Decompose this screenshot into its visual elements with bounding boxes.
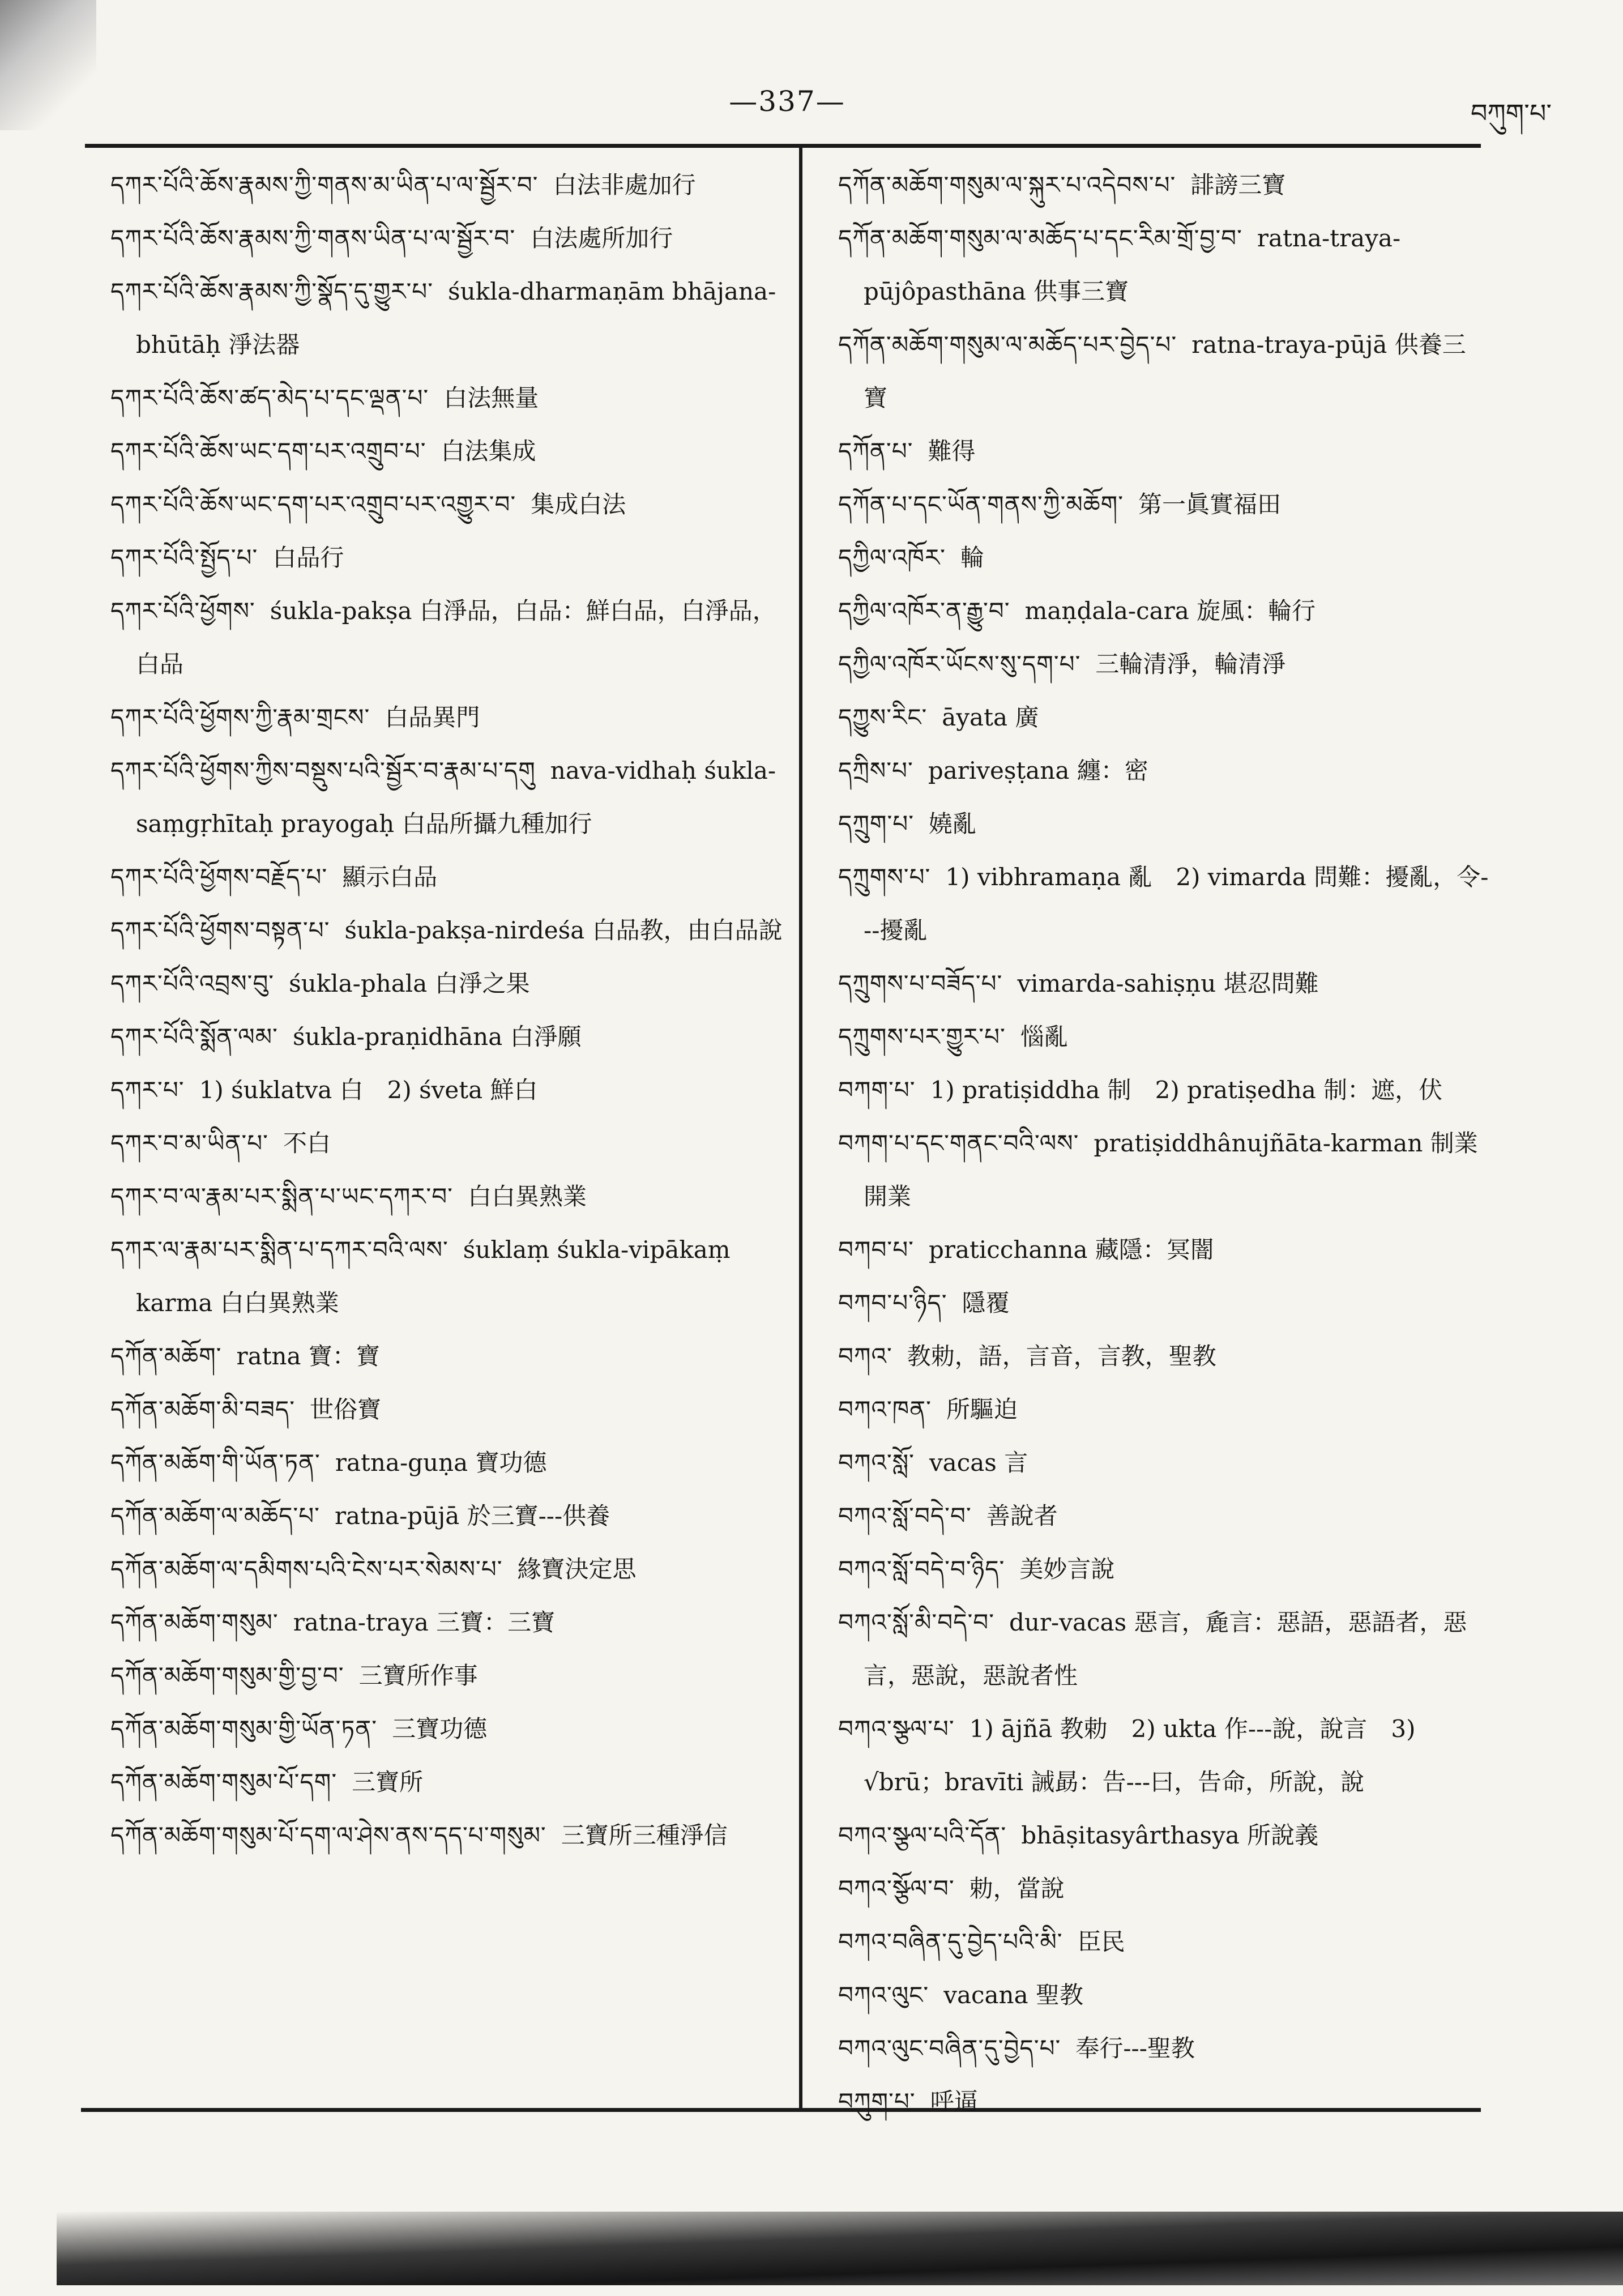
entry-definition: ratna-guṇa 寶功德	[335, 1449, 547, 1476]
dictionary-entry	[110, 1010, 784, 1064]
entry-definition: ratna 寶：寶	[236, 1342, 380, 1370]
entry-definition: 白品行	[272, 544, 344, 571]
entry-definition: dur-vacas 惡言，麁言：惡語，惡語者，惡言，惡說，惡說者性	[864, 1608, 1467, 1689]
entry-definition: 集成白法	[531, 490, 626, 518]
scan-edge-shadow	[0, 0, 96, 130]
tibetan-headword: དཀར་པོའི་ཆོས་རྣམས་ཀྱི་གནས་མ་ཡིན་པ་ལ་སྦྱོར་བ་	[110, 171, 539, 199]
entry-definition: praticchanna 藏隱：冥闇	[928, 1236, 1214, 1264]
tibetan-headword: བཀག་པ་	[838, 1076, 916, 1104]
dictionary-entry	[110, 1436, 784, 1490]
dictionary-entry	[838, 1596, 1489, 1702]
entry-definition: 白品異門	[385, 703, 480, 731]
dictionary-entry	[110, 1383, 784, 1436]
tibetan-headword: བཀའ་སློ་	[838, 1449, 915, 1476]
entry-definition: 白法處所加行	[530, 224, 673, 252]
entry-definition: 勅，當說	[969, 1875, 1065, 1902]
entry-definition: vacana 聖教	[943, 1981, 1083, 2009]
tibetan-headword: དཀྱིལ་འཁོར་ན་རྒྱུ་བ་	[838, 597, 1010, 625]
entry-definition: 奉行---聖教	[1075, 2034, 1195, 2062]
column-divider	[799, 144, 802, 2112]
tibetan-headword: དཀྲུག་པ་	[838, 810, 915, 838]
entry-definition: 不白	[283, 1129, 331, 1157]
tibetan-headword: དཀྱིལ་འཁོར་	[838, 544, 946, 571]
tibetan-headword: དཀར་པོའི་ཆོས་རྣམས་ཀྱི་སྣོད་དུ་གྱུར་པ་	[110, 278, 434, 305]
dictionary-entry	[838, 584, 1489, 638]
dictionary-entry	[110, 1064, 784, 1117]
dictionary-entry	[110, 1490, 784, 1543]
entry-definition: 1) ājñā 教勅 2) ukta 作---說，說言 3) √brū；bravīti 誡勗：告---曰，告命，所說，說	[864, 1715, 1416, 1796]
tibetan-headword: དཀོན་མཆོག་གསུམ་པོ་དག་	[110, 1768, 338, 1796]
entry-definition: 呼逼	[930, 2088, 978, 2115]
tibetan-headword: བཀའ་སློ་བདེ་བ་	[838, 1502, 972, 1530]
top-rule	[85, 144, 1481, 148]
entry-definition: 三寶所	[352, 1768, 424, 1796]
tibetan-headword: བཀའ་སྩོལ་བ་	[838, 1875, 955, 1902]
dictionary-entry	[838, 1064, 1489, 1117]
dictionary-entry	[838, 1223, 1489, 1277]
dictionary-entry	[838, 478, 1489, 531]
page-number: —337—	[729, 85, 845, 118]
tibetan-headword: དཀར་པོའི་སྨོན་ལམ་	[110, 1023, 278, 1051]
entry-definition: śukla-praṇidhāna 白淨願	[292, 1023, 582, 1051]
tibetan-headword: དཀར་པོའི་འབྲས་བུ་	[110, 970, 275, 997]
tibetan-headword: དཀོན་མཆོག་གསུམ་ལ་མཆོད་པར་བྱེད་པ་	[838, 331, 1177, 359]
tibetan-headword: དཀོན་མཆོག་	[110, 1342, 222, 1370]
tibetan-headword: དཀོན་མཆོག་གསུམ་ལ་སྐུར་པ་འདེབས་པ་	[838, 171, 1176, 199]
entry-definition: 三寶功德	[392, 1715, 488, 1743]
tibetan-headword: བཀའ་ལུང་	[838, 1981, 929, 2009]
tibetan-headword: བཀའ་སློ་མི་བདེ་བ་	[838, 1608, 995, 1636]
tibetan-headword: དཀོན་མཆོག་གསུམ་པོ་དག་ལ་ཤེས་ནས་དད་པ་གསུམ་	[110, 1821, 546, 1849]
entry-definition: maṇḍala-cara 旋風：輪行	[1024, 597, 1316, 625]
dictionary-entry	[110, 1330, 784, 1383]
entry-definition: 三輪清淨，輪清淨	[1095, 650, 1286, 678]
entry-definition: āyata 廣	[942, 703, 1039, 731]
dictionary-entry	[110, 1702, 784, 1756]
dictionary-entry	[838, 1809, 1489, 1862]
tibetan-headword: དཀོན་པ་	[838, 437, 913, 465]
dictionary-entry	[110, 372, 784, 425]
dictionary-entry	[110, 159, 784, 212]
entry-definition: 白法集成	[441, 437, 536, 465]
dictionary-entry	[110, 1170, 784, 1223]
tibetan-headword: བཀབ་པ་	[838, 1236, 914, 1264]
left-column	[110, 159, 784, 1862]
tibetan-headword: དཀྲིས་པ་	[838, 757, 913, 784]
dictionary-entry	[110, 904, 784, 957]
tibetan-headword: དཀར་པོའི་སྤྱོད་པ་	[110, 544, 258, 571]
dictionary-entry	[838, 638, 1489, 691]
entry-definition: 白法無量	[443, 384, 539, 412]
entry-definition: 善說者	[986, 1502, 1058, 1530]
entry-definition: pratiṣiddhânujñāta-karman 制業開業	[864, 1129, 1478, 1210]
dictionary-entry	[838, 1010, 1489, 1064]
entry-definition: 三寶所作事	[358, 1662, 478, 1689]
tibetan-headword: བཀའ་སྩལ་པ་	[838, 1715, 955, 1743]
tibetan-headword: དཀྲུགས་པ་བཟོད་པ་	[838, 970, 1003, 997]
dictionary-entry	[110, 851, 784, 904]
tibetan-headword: དཀྱིལ་འཁོར་ཡོངས་སུ་དག་པ་	[838, 650, 1081, 678]
entry-definition: 1) vibhramaṇa 亂 2) vimarda 問難：擾亂，令---擾亂	[864, 863, 1489, 944]
entry-definition: śukla-dharmaṇām bhājana-bhūtāḥ 淨法器	[136, 278, 776, 359]
dictionary-entry	[838, 1969, 1489, 2022]
entry-definition: 教勅，語，言音，言教，聖教	[907, 1342, 1216, 1370]
entry-definition: 三寶所三種淨信	[561, 1821, 728, 1849]
tibetan-headword: དཀྱུས་རིང་	[838, 703, 928, 731]
dictionary-entry	[838, 159, 1489, 212]
entry-definition: 白法非處加行	[553, 171, 696, 199]
entry-definition: śuklaṃ śukla-vipākaṃ karma 白白異熟業	[136, 1236, 731, 1317]
scan-bottom-shadow	[57, 2212, 1623, 2285]
tibetan-headword: དཀར་པོའི་ཕྱོགས་	[110, 597, 255, 625]
right-column	[838, 159, 1489, 2128]
tibetan-headword: དཀོན་པ་དང་ཡོན་གནས་ཀྱི་མཆོག་	[838, 490, 1124, 518]
entry-definition: 顯示白品	[342, 863, 438, 891]
dictionary-entry	[110, 1756, 784, 1809]
dictionary-entry	[838, 1277, 1489, 1330]
entry-definition: nava-vidhaḥ śukla-saṃgṛhītaḥ prayogaḥ 白品所攝九種加行	[136, 757, 776, 838]
dictionary-entry	[110, 744, 784, 851]
dictionary-entry	[838, 425, 1489, 478]
entry-definition: 1) śuklatva 白 2) śveta 鮮白	[199, 1076, 538, 1104]
dictionary-entry	[110, 691, 784, 744]
dictionary-entry	[838, 1383, 1489, 1436]
dictionary-entry	[110, 1543, 784, 1596]
entry-definition: 惱亂	[1020, 1023, 1068, 1051]
dictionary-entry	[838, 1543, 1489, 1596]
tibetan-headword: དཀོན་མཆོག་གསུམ་	[110, 1608, 279, 1636]
dictionary-entry	[838, 531, 1489, 584]
tibetan-headword: དཀྲུགས་པར་གྱུར་པ་	[838, 1023, 1006, 1051]
entry-definition: 第一眞實福田	[1138, 490, 1282, 518]
dictionary-entry	[838, 1436, 1489, 1490]
dictionary-entry	[838, 1490, 1489, 1543]
tibetan-headword: དཀར་པོའི་ཕྱོགས་བསྟན་པ་	[110, 916, 330, 944]
tibetan-headword: བཀའ་	[838, 1342, 892, 1370]
dictionary-entry	[838, 797, 1489, 851]
entry-definition: 輪	[960, 544, 984, 571]
tibetan-headword: དཀྲུགས་པ་	[838, 863, 931, 891]
entry-definition: 緣寶決定思	[517, 1555, 637, 1583]
tibetan-headword: བཀའ་སྩལ་པའི་དོན་	[838, 1821, 1007, 1849]
tibetan-headword: བཀབ་པ་ཉིད་	[838, 1289, 947, 1317]
tibetan-headword: དཀོན་མཆོག་མི་བཟད་	[110, 1395, 296, 1423]
running-head: བཀུག་པ་	[1470, 98, 1552, 129]
dictionary-entry	[838, 1330, 1489, 1383]
dictionary-entry	[838, 2075, 1489, 2128]
dictionary-entry	[838, 691, 1489, 744]
tibetan-headword: དཀོན་མཆོག་གསུམ་གྱི་ཡོན་ཏན་	[110, 1715, 378, 1743]
tibetan-headword: བཀའ་སློ་བདེ་བ་ཉིད་	[838, 1555, 1005, 1583]
tibetan-headword: བཀག་པ་དང་གནང་བའི་ལས་	[838, 1129, 1079, 1157]
entry-definition: 白白異熟業	[468, 1183, 587, 1210]
tibetan-headword: དཀར་པོའི་ཕྱོགས་ཀྱིས་བསྡུས་པའི་སྦྱོར་བ་རྣམ་པ་དགུ	[110, 757, 536, 784]
dictionary-entry	[838, 2022, 1489, 2075]
entry-definition: 嬈亂	[929, 810, 977, 838]
tibetan-headword: དཀར་བ་མ་ཡིན་པ་	[110, 1129, 268, 1157]
dictionary-entry	[110, 1649, 784, 1702]
dictionary-entry	[110, 1223, 784, 1330]
entry-definition: ratna-traya 三寶：三寶	[293, 1608, 556, 1636]
tibetan-headword: དཀོན་མཆོག་ལ་དམིགས་པའི་ངེས་པར་སེམས་པ་	[110, 1555, 503, 1583]
dictionary-entry	[110, 1596, 784, 1649]
tibetan-headword: དཀར་པོའི་ཕྱོགས་བརྗོད་པ་	[110, 863, 328, 891]
dictionary-entry	[110, 425, 784, 478]
tibetan-headword: བཀའ་ཁན་	[838, 1395, 932, 1423]
entry-definition: 隱覆	[962, 1289, 1010, 1317]
entry-definition: vacas 言	[929, 1449, 1028, 1476]
tibetan-headword: དཀར་པོའི་ཕྱོགས་ཀྱི་རྣམ་གྲངས་	[110, 703, 370, 731]
tibetan-headword: དཀར་པོའི་ཆོས་ཚད་མེད་པ་དང་ལྡན་པ་	[110, 384, 429, 412]
entry-definition: 1) pratiṣiddha 制 2) pratiṣedha 制：遮，伏	[930, 1076, 1443, 1104]
entry-definition: ratna-traya-pūjôpasthāna 供事三寶	[864, 224, 1401, 305]
tibetan-headword: དཀར་ལ་རྣམ་པར་སྨིན་པ་དཀར་བའི་ལས་	[110, 1236, 449, 1264]
entry-definition: ratna-pūjā 於三寶---供養	[334, 1502, 610, 1530]
entry-definition: ratna-traya-pūjā 供養三寶	[864, 331, 1466, 412]
entry-definition: 美妙言說	[1019, 1555, 1115, 1583]
tibetan-headword: དཀར་པ་	[110, 1076, 185, 1104]
tibetan-headword: དཀར་བ་ལ་རྣམ་པར་སྨིན་པ་ཡང་དཀར་བ་	[110, 1183, 453, 1210]
dictionary-entry	[838, 1915, 1489, 1969]
dictionary-entry	[110, 265, 784, 372]
dictionary-entry	[838, 212, 1489, 318]
dictionary-entry	[110, 584, 784, 691]
dictionary-entry	[110, 478, 784, 531]
dictionary-entry	[838, 1117, 1489, 1223]
entry-definition: 世俗寶	[310, 1395, 382, 1423]
dictionary-entry	[110, 1809, 784, 1862]
dictionary-entry	[838, 1862, 1489, 1915]
dictionary-entry	[838, 318, 1489, 425]
tibetan-headword: དཀོན་མཆོག་གསུམ་གྱི་བྱ་བ་	[110, 1662, 344, 1689]
dictionary-entry	[838, 1702, 1489, 1809]
dictionary-entry	[110, 957, 784, 1010]
entry-definition: 難得	[928, 437, 976, 465]
entry-definition: bhāṣitasyârthasya 所說義	[1021, 1821, 1319, 1849]
entry-definition: śukla-phala 白淨之果	[289, 970, 530, 997]
tibetan-headword: དཀོན་མཆོག་གསུམ་ལ་མཆོད་པ་དང་རིམ་གྲོ་བྱ་བ་	[838, 224, 1242, 252]
dictionary-entry	[110, 531, 784, 584]
entry-definition: śukla-pakṣa-nirdeśa 白品教，由白品說	[344, 916, 783, 944]
entry-definition: śukla-pakṣa 白淨品，白品：鮮白品，白淨品，白品	[136, 597, 776, 678]
dictionary-entry	[110, 1117, 784, 1170]
tibetan-headword: དཀར་པོའི་ཆོས་རྣམས་ཀྱི་གནས་ཡིན་པ་ལ་སྦྱོར་བ་	[110, 224, 516, 252]
entry-definition: 誹謗三寶	[1190, 171, 1286, 199]
tibetan-headword: དཀར་པོའི་ཆོས་ཡང་དག་པར་འགྲུབ་པར་འགྱུར་བ་	[110, 490, 516, 518]
tibetan-headword: བཀའ་ལུང་བཞིན་དུ་བྱེད་པ་	[838, 2034, 1061, 2062]
dictionary-entry	[838, 851, 1489, 957]
tibetan-headword: བཀའ་བཞིན་དུ་བྱེད་པའི་མི་	[838, 1928, 1063, 1956]
tibetan-headword: དཀར་པོའི་ཆོས་ཡང་དག་པར་འགྲུབ་པ་	[110, 437, 426, 465]
tibetan-headword: དཀོན་མཆོག་ལ་མཆོད་པ་	[110, 1502, 320, 1530]
tibetan-headword: དཀོན་མཆོག་གི་ཡོན་ཏན་	[110, 1449, 321, 1476]
tibetan-headword: བཀུག་པ་	[838, 2088, 916, 2115]
dictionary-entry	[838, 957, 1489, 1010]
entry-definition: 臣民	[1077, 1928, 1125, 1956]
entry-definition: 所驅迫	[946, 1395, 1018, 1423]
entry-definition: vimarda-sahiṣṇu 堪忍問難	[1017, 970, 1319, 997]
entry-definition: pariveṣṭana 纏：密	[928, 757, 1148, 784]
dictionary-entry	[838, 744, 1489, 797]
dictionary-entry	[110, 212, 784, 265]
